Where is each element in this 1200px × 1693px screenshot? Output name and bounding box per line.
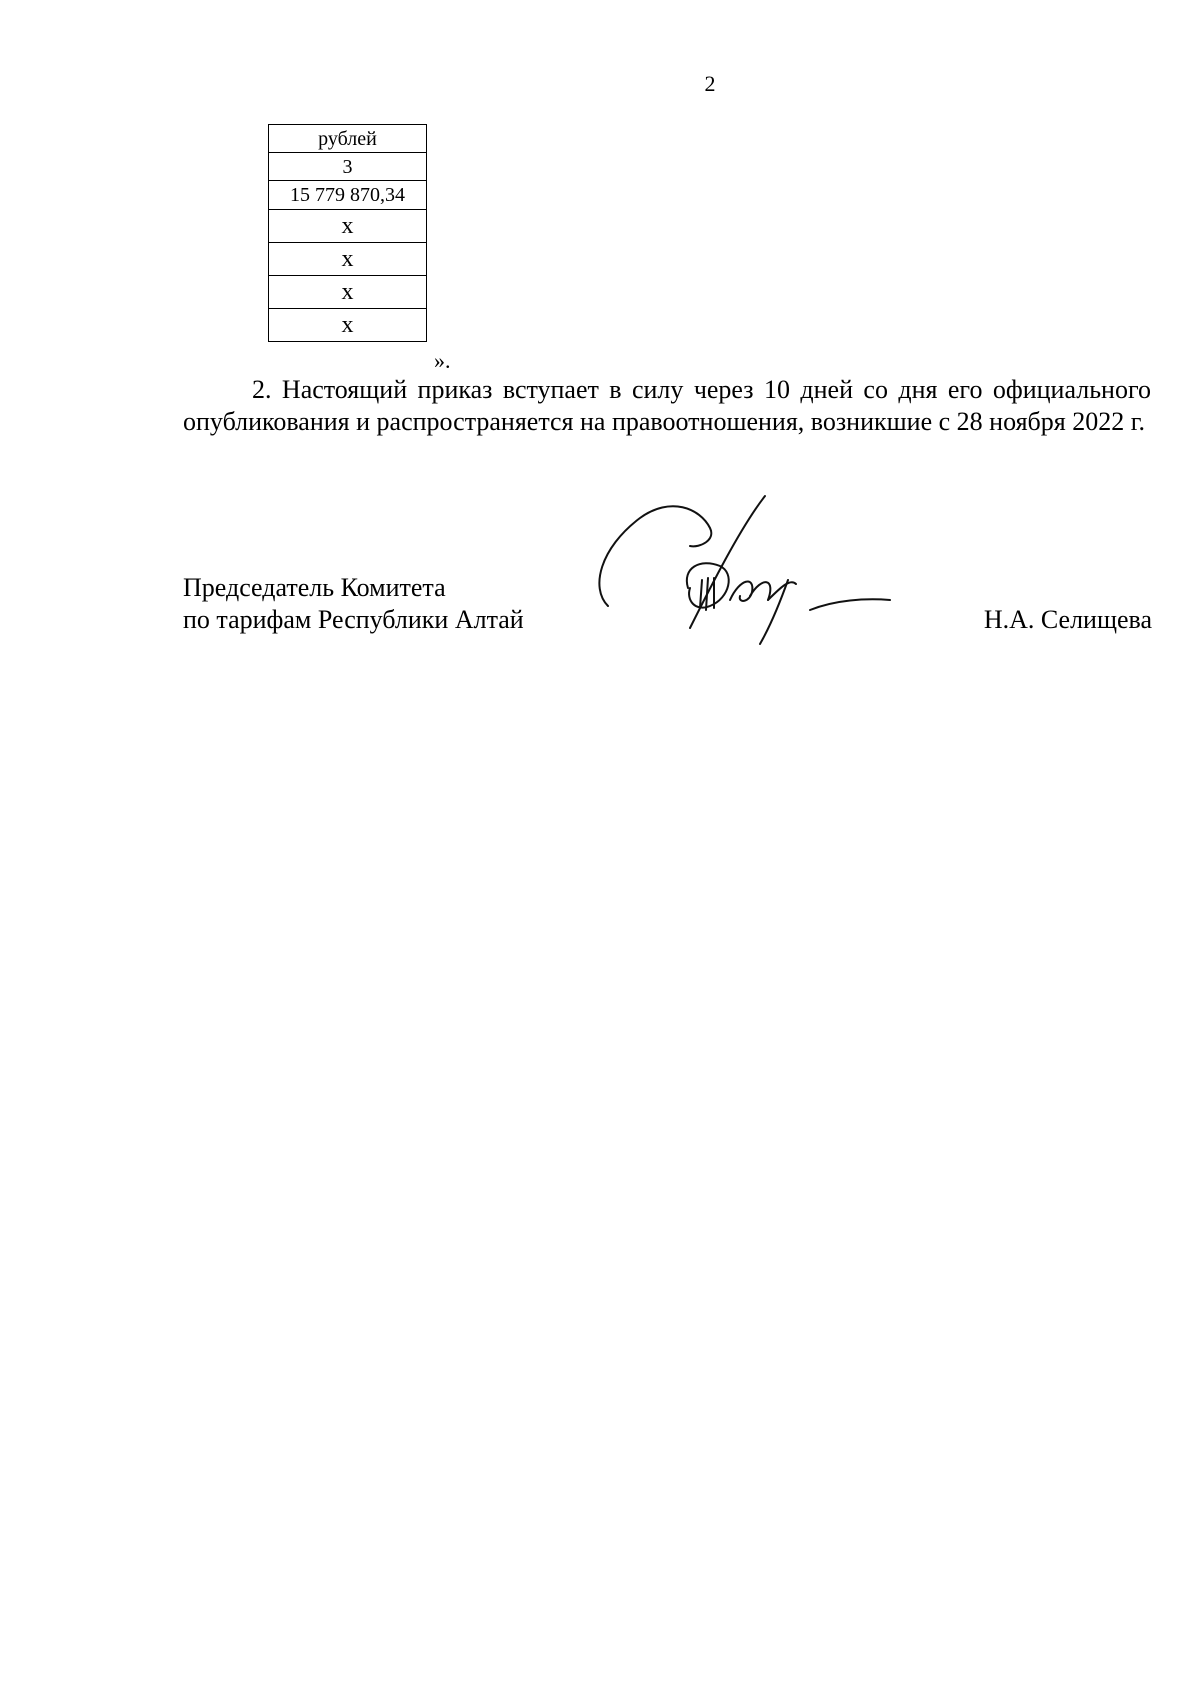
closing-quote: ».: [434, 348, 451, 373]
signer-title-line-2: по тарифам Республики Алтай: [183, 605, 524, 634]
handwritten-signature: [590, 488, 910, 648]
table-x-cell: х: [269, 243, 427, 276]
table-row: [269, 210, 427, 243]
paragraph-effective-date: 2. Настоящий приказ вступает в силу через 10 дней со дня его официального опубликования и распространяется на правоотношения, возникшие с 28 ноября 2022 г.: [183, 375, 1151, 436]
table-row: [269, 153, 427, 181]
table-row: [269, 309, 427, 342]
table-row: [269, 276, 427, 309]
page-number: 2: [704, 71, 716, 96]
table-row: [269, 181, 427, 210]
tariff-table-fragment: [268, 124, 427, 342]
table-x-cell: х: [269, 276, 427, 309]
signer-title: [183, 572, 524, 636]
table-row: [269, 125, 427, 153]
table-x-cell: х: [269, 309, 427, 342]
table-unit-header: рублей: [269, 125, 427, 153]
table-column-number: 3: [269, 153, 427, 181]
table-row: [269, 243, 427, 276]
signer-title-line-1: Председатель Комитета: [183, 573, 446, 602]
table-value-cell: 15 779 870,34: [269, 181, 427, 210]
table-x-cell: х: [269, 210, 427, 243]
signer-name: Н.А. Селищева: [983, 605, 1152, 634]
